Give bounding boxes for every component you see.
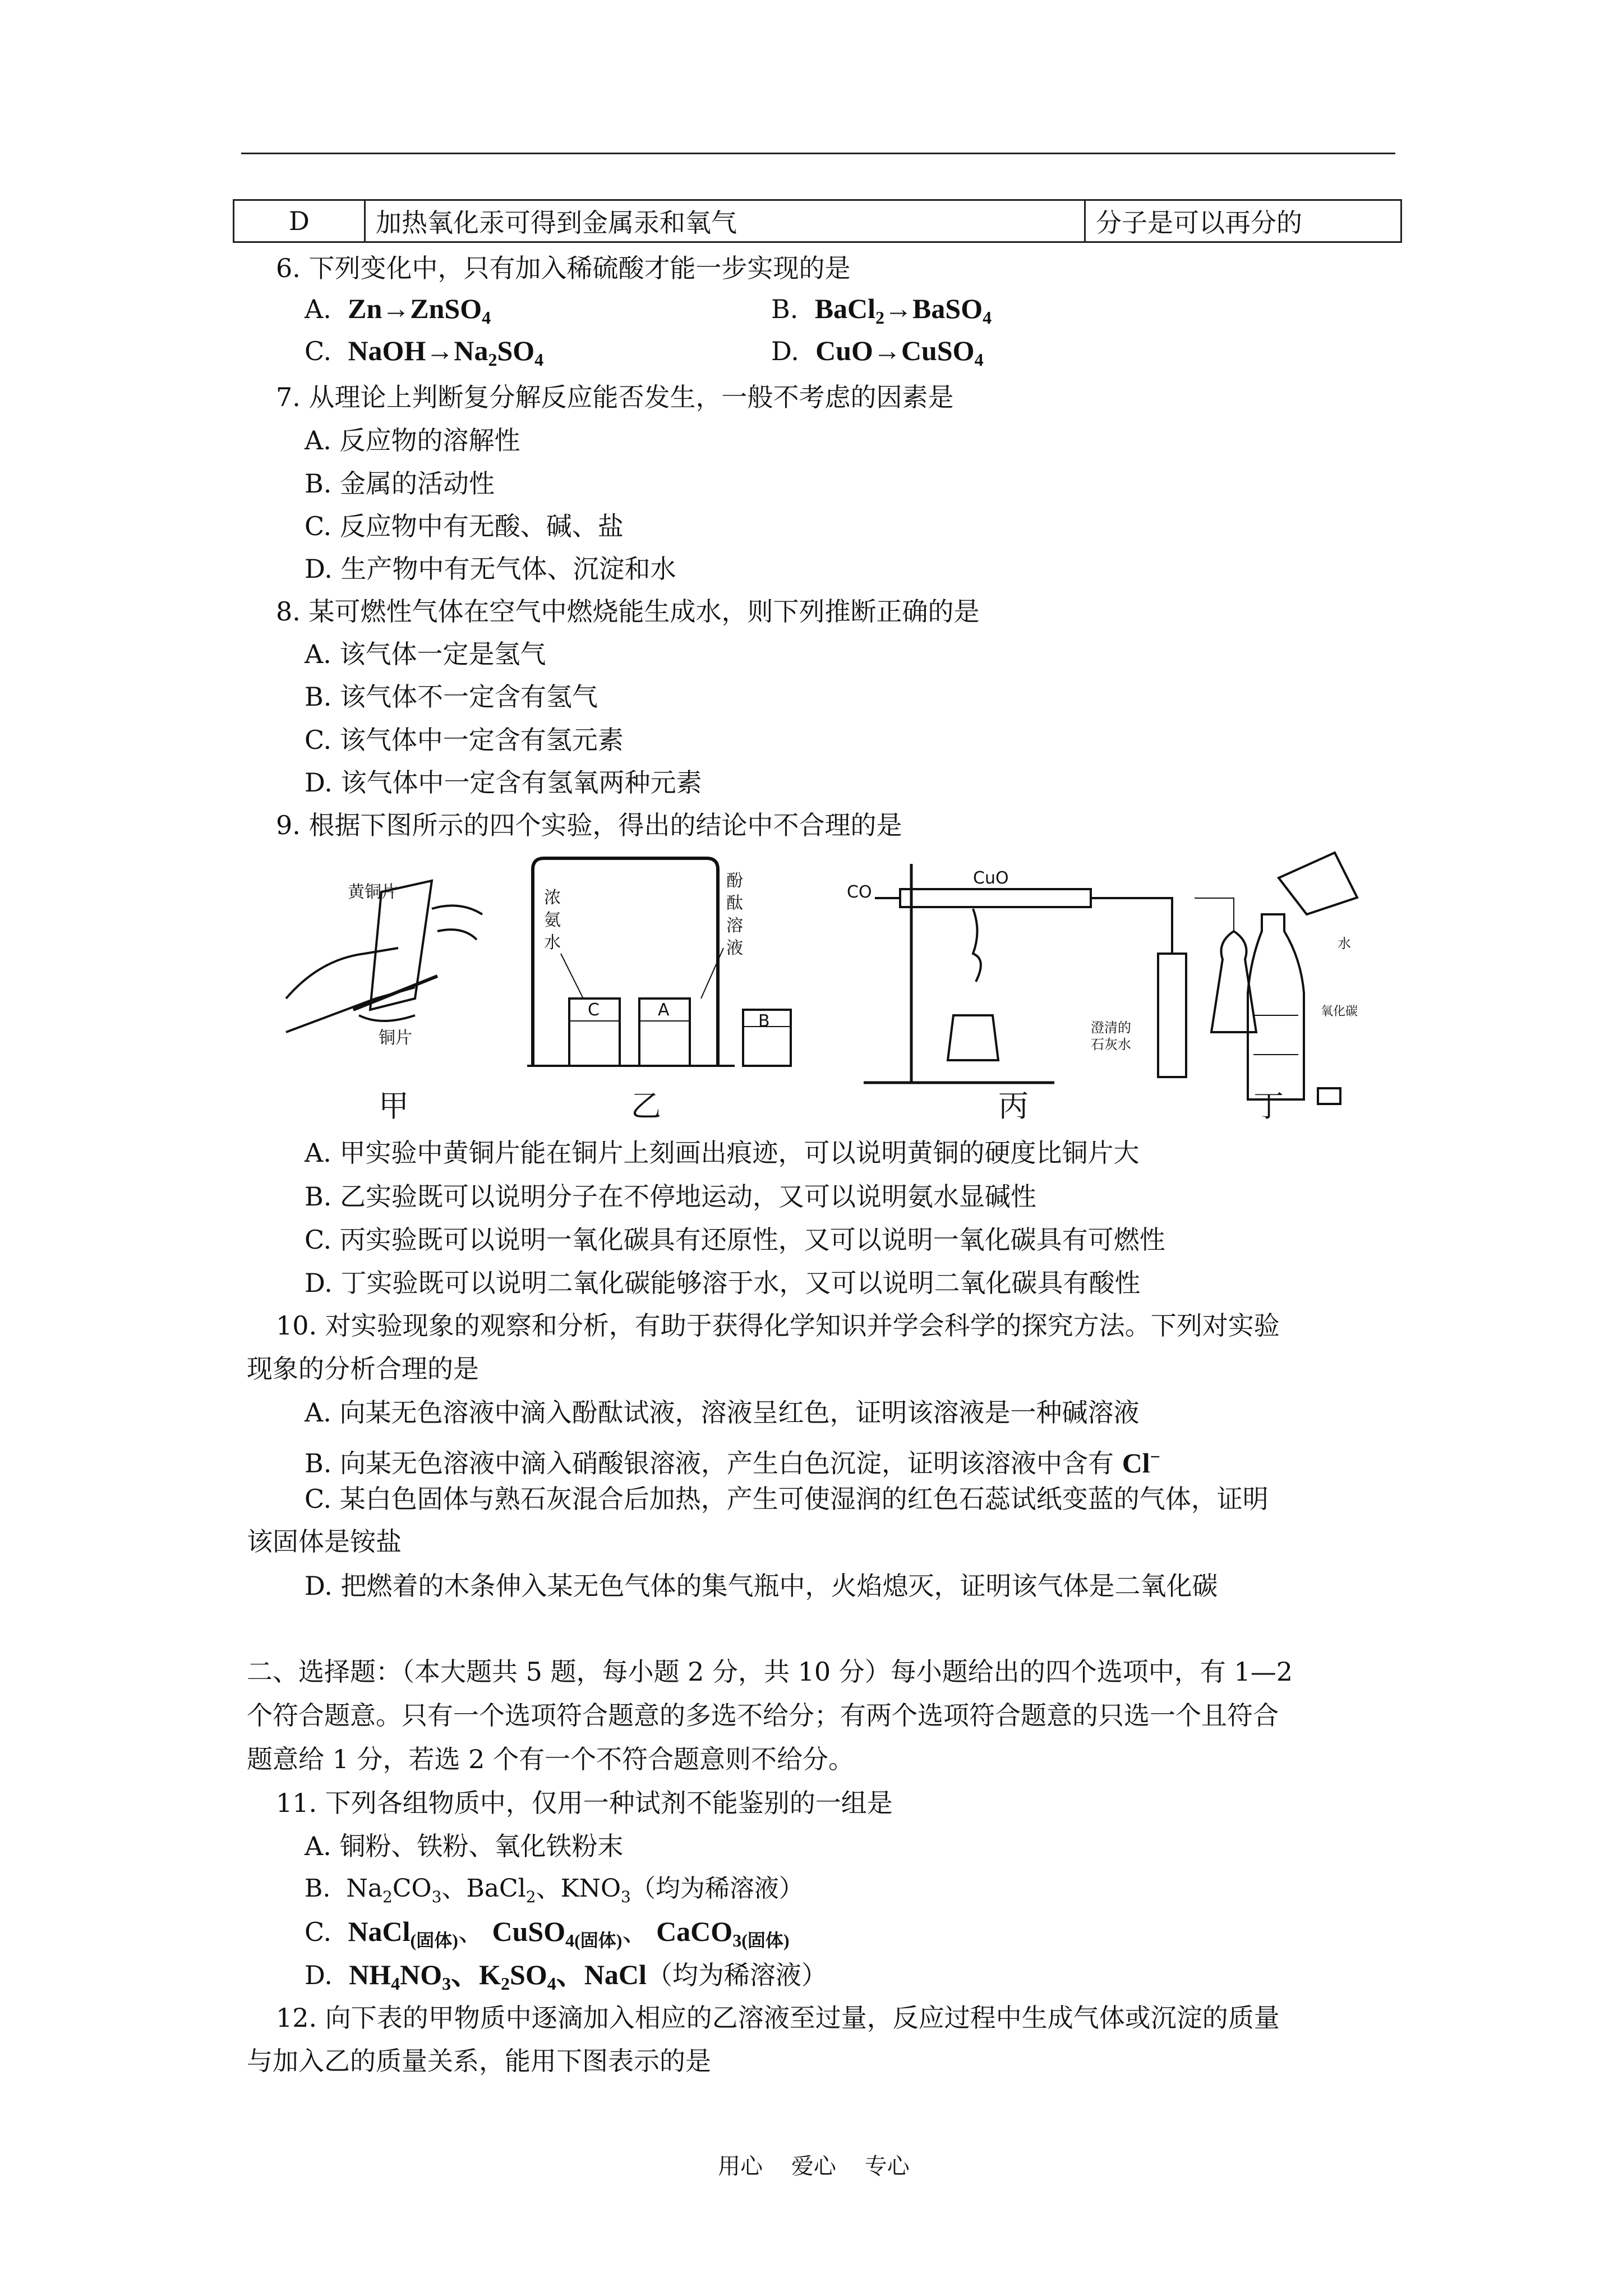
q6-option-c — [305, 334, 543, 376]
formula-part: K — [479, 1959, 501, 1990]
q10-stem-line1: 10. 对实验现象的观察和分析，有助于获得化学知识并学会科学的探究方法。下列对实验 — [276, 1310, 1280, 1341]
q7-option-b: B. 金属的活动性 — [305, 468, 495, 499]
subscript: 4 — [547, 1973, 556, 1994]
q11-option-d — [305, 1958, 827, 2000]
ion-symbol: Cl — [1122, 1447, 1150, 1479]
q8-stem: 8. 某可燃性气体在空气中燃烧能生成水，则下列推断正确的是 — [276, 596, 980, 627]
separator: 、 — [458, 1917, 484, 1947]
label-jia: 甲 — [379, 1088, 409, 1124]
q10-option-b — [305, 1439, 1160, 1480]
subscript: 3(固体) — [732, 1930, 790, 1950]
q6-option-a — [305, 292, 491, 334]
q10-option-c-line2: 该固体是铵盐 — [247, 1526, 402, 1557]
formula-part: BaCl — [466, 1874, 526, 1903]
subscript: 3 — [442, 1973, 451, 1994]
formula — [348, 293, 491, 328]
reactant: BaCl — [814, 293, 876, 324]
q11-option-c — [305, 1915, 790, 1957]
label-ammonia-1: 浓 — [544, 888, 561, 908]
reactant: Zn — [348, 293, 382, 324]
separator: 、 — [441, 1874, 467, 1903]
formula-part: Na — [346, 1874, 383, 1903]
label-limewater-2: 石灰水 — [1091, 1037, 1131, 1052]
q6-option-b — [771, 292, 992, 334]
product: SO — [497, 335, 535, 366]
arrow: → — [884, 293, 913, 324]
subscript: 2 — [525, 1887, 536, 1906]
header-rule — [241, 153, 1395, 154]
formula — [479, 1959, 556, 1994]
formula — [348, 335, 544, 370]
q10-option-d: D. 把燃着的木条伸入某无色气体的集气瓶中，火焰熄灭，证明该气体是二氧化碳 — [305, 1571, 1218, 1601]
section2-line2: 个符合题意。只有一个选项符合题意的多选不给分；有两个选项符合题意的只选一个且符合 — [247, 1700, 1279, 1731]
q6-option-d — [771, 334, 984, 376]
label-yi: 乙 — [631, 1088, 661, 1124]
q7-option-a: A. 反应物的溶解性 — [305, 425, 520, 455]
label-co2: 氧化碳 — [1321, 1005, 1358, 1019]
option-label: C. — [305, 336, 332, 366]
subscript: 4 — [534, 349, 544, 370]
label-cuo: CuO — [973, 868, 1009, 888]
option-label: C. — [305, 1917, 332, 1947]
q11-stem: 11. 下列各组物质中，仅用一种试剂不能鉴别的一组是 — [276, 1788, 893, 1818]
separator: 、 — [556, 1959, 584, 1990]
formula — [349, 1959, 451, 1994]
formula-part: NO — [400, 1959, 442, 1990]
q7-stem: 7. 从理论上判断复分解反应能否发生，一般不考虑的因素是 — [276, 382, 954, 412]
note: （均为稀溶液） — [630, 1874, 804, 1903]
label-brass: 黄铜片 — [348, 882, 398, 902]
label-phenol-1: 酚 — [726, 871, 743, 891]
q7-option-d: D. 生产物中有无气体、沉淀和水 — [305, 554, 676, 584]
q7-option-c: C. 反应物中有无酸、碱、盐 — [305, 511, 624, 541]
subscript: (固体) — [410, 1930, 458, 1950]
label-water: 水 — [1338, 936, 1351, 951]
label-limewater-1: 澄清的 — [1091, 1020, 1131, 1036]
reactant: CuO — [815, 335, 873, 366]
q10-option-a: A. 向某无色溶液中滴入酚酞试液，溶液呈红色，证明该溶液是一种碱溶液 — [305, 1397, 1140, 1428]
answer-table — [233, 199, 1402, 243]
subscript: 2 — [875, 307, 885, 328]
separator: 、 — [536, 1874, 561, 1903]
option-label: D. — [305, 1960, 333, 1990]
q9-stem: 9. 根据下图所示的四个实验，得出的结论中不合理的是 — [276, 810, 902, 840]
q10-option-c-line1: C. 某白色固体与熟石灰混合后加热，产生可使湿润的红色石蕊试纸变蓝的气体，证明 — [305, 1484, 1269, 1514]
experiment-ding-drawing — [1248, 853, 1357, 1104]
subscript: 2 — [382, 1887, 393, 1906]
table-cell-option: D — [234, 200, 365, 242]
option-label: B. — [771, 294, 799, 324]
separator: 、 — [451, 1959, 479, 1990]
formula-part: NaCl — [348, 1916, 411, 1947]
chloride-ion — [1122, 1447, 1160, 1479]
reactant: NaOH — [348, 335, 426, 366]
formula-part: SO — [510, 1959, 547, 1990]
separator: 、 — [622, 1917, 648, 1947]
arrow: → — [426, 335, 454, 366]
label-ding: 丁 — [1253, 1088, 1284, 1124]
label-ammonia-3: 水 — [544, 933, 561, 953]
product: ZnSO — [410, 293, 482, 324]
label-beaker-a: A — [658, 1000, 670, 1020]
product: BaSO — [912, 293, 983, 324]
subscript: 3 — [431, 1887, 442, 1906]
q9-option-b: B. 乙实验既可以说明分子在不停地运动，又可以说明氨水显碱性 — [305, 1181, 1037, 1212]
option-label: A. — [305, 294, 331, 324]
formula-part: NaCl — [584, 1959, 647, 1990]
formula — [815, 335, 984, 370]
ion-charge: − — [1150, 1446, 1160, 1466]
label-phenol-4: 液 — [726, 938, 743, 958]
label-bing: 丙 — [998, 1088, 1029, 1124]
table-cell-fact: 加热氧化汞可得到金属汞和氧气 — [365, 200, 1085, 242]
table-cell-conclusion: 分子是可以再分的 — [1085, 200, 1401, 242]
label-co: CO — [847, 882, 872, 902]
note: （均为稀溶液） — [646, 1960, 827, 1990]
subscript: 4(固体) — [565, 1930, 623, 1950]
q10-stem-line2: 现象的分析合理的是 — [247, 1354, 479, 1384]
q9-option-d: D. 丁实验既可以说明二氧化碳能够溶于水，又可以说明二氧化碳具有酸性 — [305, 1268, 1141, 1298]
subscript: 2 — [488, 349, 497, 370]
experiment-figure — [269, 847, 1380, 1128]
section2-line3: 题意给 1 分，若选 2 个有一个不符合题意则不给分。 — [247, 1744, 855, 1774]
table-row — [234, 200, 1401, 242]
formula-part: CaCO — [656, 1916, 733, 1947]
product: Na — [454, 335, 488, 366]
experiment-bing-drawing — [864, 864, 1256, 1083]
option-label: D. — [771, 336, 799, 366]
label-phenol-3: 溶 — [726, 916, 743, 936]
formula — [656, 1916, 790, 1950]
page-footer: 用心 爱心 专心 — [718, 2154, 910, 2179]
experiment-jia-drawing — [286, 881, 482, 1032]
section2-line1: 二、选择题：（本大题共 5 题，每小题 2 分，共 10 分）每小题给出的四个选项中，有 1—2 — [247, 1657, 1293, 1687]
formula — [348, 1916, 458, 1950]
q9-option-c: C. 丙实验既可以说明一氧化碳具有还原性，又可以说明一氧化碳具有可燃性 — [305, 1225, 1165, 1255]
experiment-yi-drawing — [527, 858, 791, 1066]
subscript: 4 — [482, 307, 491, 328]
q8-option-d: D. 该气体中一定含有氢氧两种元素 — [305, 767, 702, 798]
q9-option-a: A. 甲实验中黄铜片能在铜片上刻画出痕迹，可以说明黄铜的硬度比铜片大 — [305, 1138, 1140, 1168]
formula — [814, 293, 992, 328]
subscript: 3 — [621, 1887, 631, 1906]
formula-part: NH — [349, 1959, 391, 1990]
formula-part: KNO — [560, 1874, 621, 1903]
arrow: → — [382, 293, 411, 324]
q11-option-a: A. 铜粉、铁粉、氧化铁粉末 — [305, 1831, 624, 1861]
product: CuSO — [901, 335, 975, 366]
subscript: 4 — [974, 349, 984, 370]
q8-option-c: C. 该气体中一定含有氢元素 — [305, 725, 624, 755]
q12-stem-line2: 与加入乙的质量关系，能用下图表示的是 — [247, 2046, 711, 2076]
q11-option-b — [305, 1872, 804, 1914]
label-beaker-c: C — [588, 1000, 600, 1020]
formula — [492, 1916, 623, 1950]
label-phenol-2: 酞 — [726, 894, 743, 913]
label-copper: 铜片 — [379, 1028, 412, 1048]
q12-stem-line1: 12. 向下表的甲物质中逐滴加入相应的乙溶液至过量，反应过程中生成气体或沉淀的质量 — [276, 2003, 1280, 2033]
arrow: → — [873, 335, 901, 366]
subscript: 2 — [501, 1973, 510, 1994]
q6-stem: 6. 下列变化中，只有加入稀硫酸才能一步实现的是 — [276, 253, 851, 283]
q8-option-b: B. 该气体不一定含有氢气 — [305, 682, 598, 712]
option-label: B. — [305, 1874, 331, 1903]
formula-part: CuSO — [492, 1916, 566, 1947]
q8-option-a: A. 该气体一定是氢气 — [305, 639, 546, 669]
option-b-text: B. 向某无色溶液中滴入硝酸银溶液，产生白色沉淀，证明该溶液中含有 — [305, 1448, 1114, 1479]
subscript: 4 — [391, 1973, 400, 1994]
label-ammonia-2: 氨 — [544, 910, 561, 930]
subscript: 4 — [983, 307, 992, 328]
formula-part: CO — [392, 1874, 432, 1903]
label-beaker-b: B — [758, 1011, 770, 1031]
